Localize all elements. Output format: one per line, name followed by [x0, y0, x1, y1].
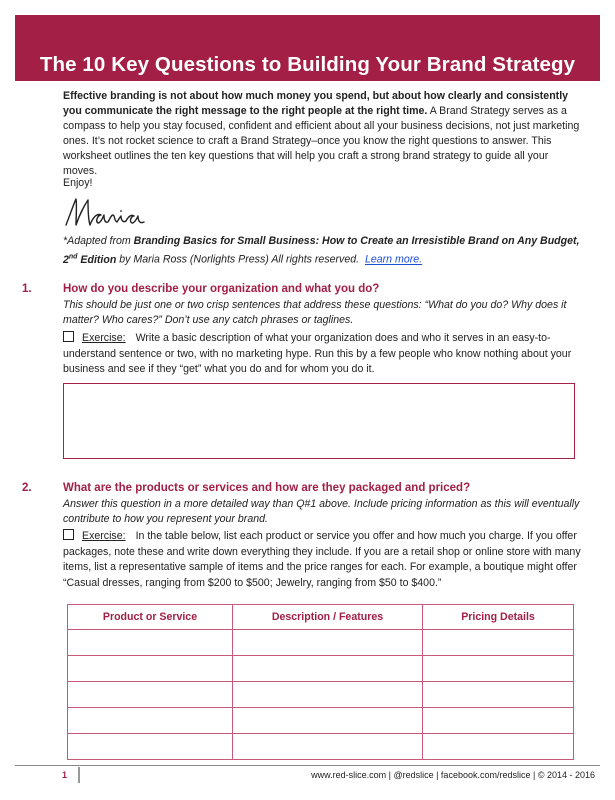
q1-exercise-label: Exercise:: [82, 332, 126, 344]
table-cell[interactable]: [233, 708, 423, 734]
learn-more-link[interactable]: Learn more.: [364, 253, 423, 266]
book-edition-sup: nd: [68, 253, 78, 260]
table-cell[interactable]: [68, 682, 233, 708]
table-cell[interactable]: [423, 734, 574, 760]
intro-rest: A Brand Strategy serves as a compass to help you stay focused, confident and efficient about all your business decisions, not just marketing ones. It’s not rocket science to craft a Brand Strategy–once you know the right questions to answer. This worksheet outlines the ten key questions that will help you craft a strong brand strategy to guide all your moves.: [63, 105, 580, 177]
page-title: The 10 Key Questions to Building Your Brand Strategy: [39, 53, 576, 76]
adapted-prefix: *Adapted from: [63, 235, 134, 247]
table-cell[interactable]: [423, 630, 574, 656]
header-banner: [15, 15, 600, 81]
table-row: [68, 682, 574, 708]
q2-exercise: [63, 529, 583, 591]
products-table: [67, 604, 574, 760]
table-cell[interactable]: [68, 630, 233, 656]
table-cell[interactable]: [423, 656, 574, 682]
enjoy-text: Enjoy!: [63, 177, 93, 189]
table-row: [68, 630, 574, 656]
q2-exercise-label: Exercise:: [82, 530, 126, 542]
header-description: Description / Features: [233, 605, 423, 630]
q1-title: How do you describe your organization and what you do?: [63, 283, 380, 295]
footer-separator: [78, 767, 80, 783]
q2-number: 2.: [22, 482, 32, 494]
table-cell[interactable]: [423, 682, 574, 708]
table-row: [68, 708, 574, 734]
table-cell[interactable]: [68, 656, 233, 682]
table-cell[interactable]: [233, 630, 423, 656]
table-cell[interactable]: [423, 708, 574, 734]
table-cell[interactable]: [233, 682, 423, 708]
table-header-row: [68, 605, 574, 630]
table-row: [68, 656, 574, 682]
intro-bold: Effective branding is not about how much money you spend, but about how clearly and consistently you communicate the right message to the right people at the right time.: [63, 90, 569, 117]
q2-subtitle: Answer this question in a more detailed way than Q#1 above. Include pricing information as this will eventually contribute to how you represent your brand.: [63, 498, 580, 525]
book-title-text: Branding Basics for Small Business: How to Create an Irresistible Brand on Any Budget, 2: [63, 235, 580, 266]
q2-title: What are the products or services and how are they packaged and priced?: [63, 482, 471, 494]
q1-subtitle: This should be just one or two crisp sentences that address these questions: “What do you do? Why does it matter? Who cares?” Don’t use any catch phrases or taglines.: [63, 299, 567, 326]
table-cell[interactable]: [233, 656, 423, 682]
header-pricing: Pricing Details: [423, 605, 574, 630]
intro-paragraph: [63, 89, 583, 179]
q1-exercise-text: Write a basic description of what your organization does and who it serves in an easy-to-understand sentence or two, with no marketing hype. Run this by a few people who know nothing about your business and see if they “get” what you do and for whom you do it.: [63, 332, 572, 375]
q2-exercise-text: In the table below, list each product or service you offer and how much you charge. If you offer packages, note these and write down everything they include. If you are a retail shop or online store with many items, list a representative sample of items and the price ranges for each. For example, a boutique might offer “Casual dresses, ranging from $200 to $500; Jewelry, ranging from $50 to $400.”: [63, 530, 581, 589]
q2-checkbox[interactable]: [63, 529, 74, 540]
table-cell[interactable]: [68, 734, 233, 760]
adapted-suffix: by Maria Ross (Norlights Press) All rights reserved.: [116, 253, 360, 266]
q1-checkbox[interactable]: [63, 331, 74, 342]
footer-text: www.red-slice.com | @redslice | facebook.com/redslice | © 2014 - 2016: [311, 770, 595, 780]
q1-exercise: [63, 331, 583, 378]
book-edition: Edition: [77, 253, 117, 266]
q1-answer-box[interactable]: [63, 383, 575, 459]
page-number: 1: [62, 770, 68, 780]
footer-divider: [15, 765, 600, 766]
table-cell[interactable]: [233, 734, 423, 760]
header-product-service: Product or Service: [68, 605, 233, 630]
signature: [60, 193, 150, 231]
table-row: [68, 734, 574, 760]
q1-number: 1.: [22, 283, 32, 295]
adapted-note: [63, 234, 583, 268]
table-cell[interactable]: [68, 708, 233, 734]
